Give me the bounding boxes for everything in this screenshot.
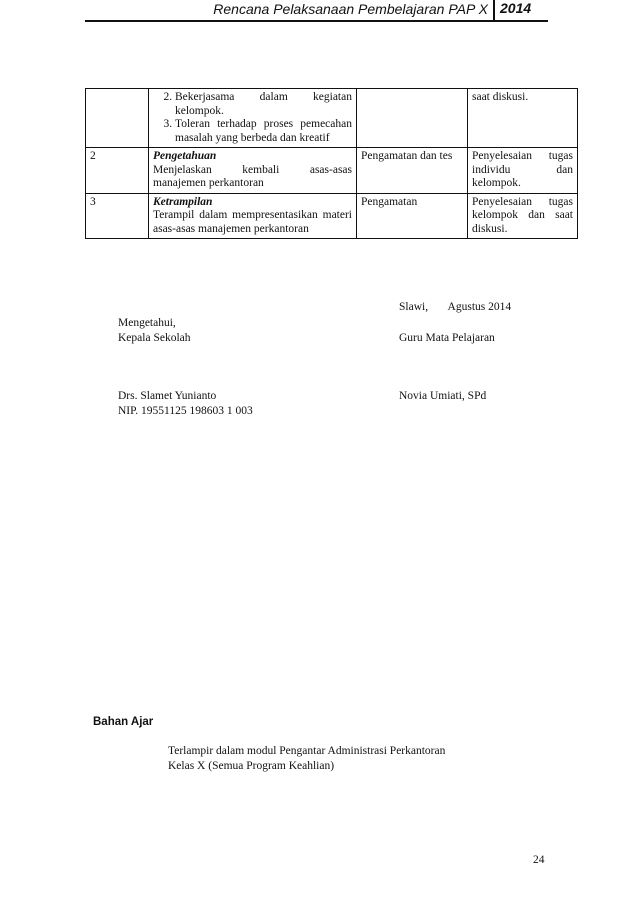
section-line: Terlampir dalam modul Pengantar Administrasi Perkantoran [168, 745, 446, 757]
instrument-cell: Penyelesaian tugas individu dan kelompok. [468, 148, 578, 194]
indicator-title: Ketrampilan [153, 195, 213, 208]
known-label: Mengetahui, [118, 317, 176, 329]
page-header [85, 0, 548, 22]
section-line: Kelas X (Semua Program Keahlian) [168, 760, 335, 772]
section-title: Bahan Ajar [93, 716, 154, 728]
row-number: 2 [86, 148, 149, 194]
principal-nip: NIP. 19551125 198603 1 003 [118, 405, 253, 417]
technique-cell: Pengamatan [357, 193, 468, 239]
technique-cell: Pengamatan dan tes [357, 148, 468, 194]
header-year: 2014 [493, 0, 548, 20]
technique-cell [357, 89, 468, 148]
place-date: Slawi, Agustus 2014 [399, 301, 512, 313]
teacher-name: Novia Umiati, SPd [399, 390, 487, 402]
instrument-cell: Penyelesaian tugas kelompok dan saat diskusi. [468, 193, 578, 239]
indicator-list [153, 91, 352, 145]
indicator-cell [149, 89, 357, 148]
table-row [86, 148, 578, 194]
row-number [86, 89, 149, 148]
indicator-desc: Terampil dalam mempresentasikan materi asas-asas manajemen perkantoran [153, 209, 352, 235]
section-body [168, 744, 445, 774]
page-number: 24 [533, 854, 545, 866]
table-row [86, 193, 578, 239]
teacher-role: Guru Mata Pelajaran [399, 332, 495, 344]
indicator-cell [149, 148, 357, 194]
indicator-title: Pengetahuan [153, 150, 217, 162]
indicator-cell [149, 193, 357, 239]
table-row [86, 89, 578, 148]
list-item: 2. Bekerjasama dalam kegiatan kelompok. [175, 91, 352, 118]
header-title: Rencana Pelaksanaan Pembelajaran PAP X [213, 1, 488, 17]
list-item: 3. Toleran terhadap proses pemecahan masalah yang berbeda dan kreatif [175, 118, 352, 145]
row-number: 3 [86, 193, 149, 239]
principal-name: Drs. Slamet Yunianto [118, 390, 217, 402]
indicator-desc: Menjelaskan kembali asas-asas manajemen perkantoran [153, 163, 352, 189]
instrument-cell: saat diskusi. [468, 89, 578, 148]
assessment-table [85, 88, 578, 239]
principal-role: Kepala Sekolah [118, 332, 191, 344]
